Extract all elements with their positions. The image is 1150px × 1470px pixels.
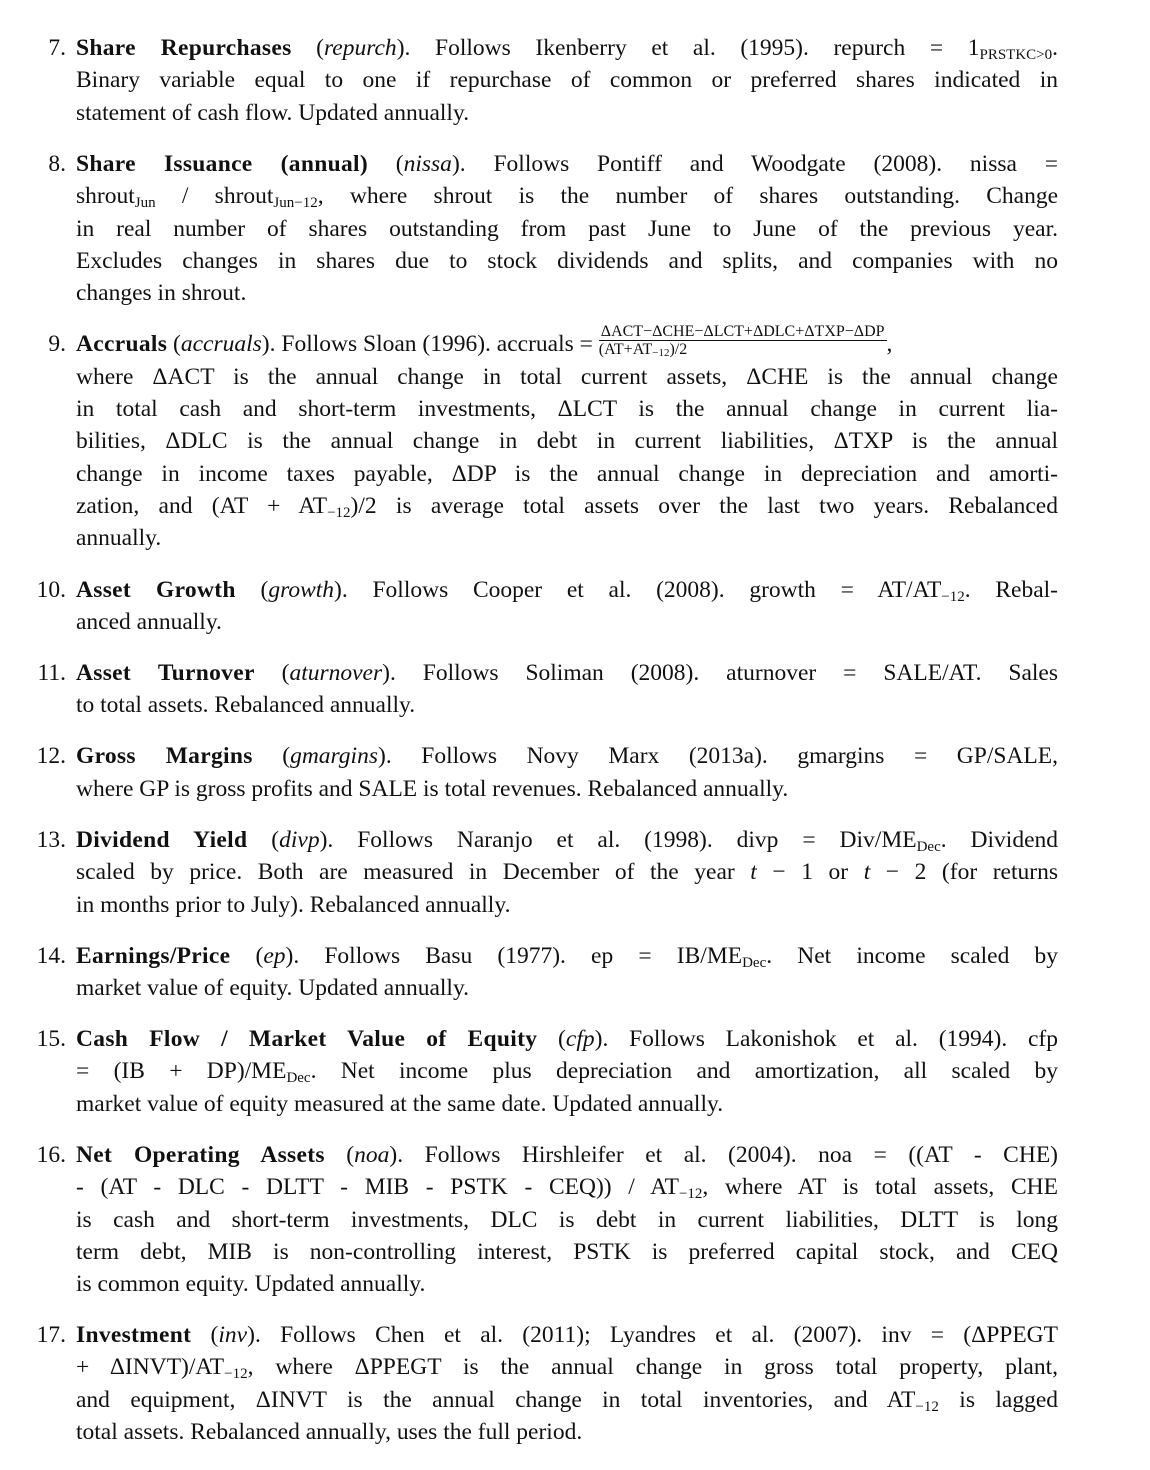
item-abbr: nissa <box>403 151 452 177</box>
item-title: Cash Flow / Market Value of Equity <box>76 1026 538 1052</box>
item-abbr: noa <box>354 1142 390 1168</box>
item-line: Binary variable equal to one if repurchase of common or preferred shares indicated in <box>76 67 1058 93</box>
item-number: 16. <box>36 1142 66 1168</box>
item-line: in real number of shares outstanding from past June to June of the previous year. <box>76 216 1058 242</box>
item-line: + $\Delta INVT)/AT_{-12}$, where ΔPPEGT is the annual change in gross total property, plant, <box>76 1354 1058 1382</box>
item-line: Share Issuance (annual) (nissa). Follows Pontiff and Woodgate (2008). nissa = <box>76 151 1058 177</box>
item-line: in months prior to July). Rebalanced annually. <box>76 892 511 918</box>
item-line: Earnings/Price (ep). Follows Basu (1977). ep = $IB/ME_{Dec}$. Net income scaled by <box>76 943 1059 971</box>
item-line: Excludes changes in shares due to stock dividends and splits, and companies with no <box>76 248 1058 274</box>
item-line: Asset Growth (growth). Follows Cooper et al. (2008). growth = $AT/AT_{-12}$. Rebal- <box>76 577 1059 605</box>
item-line: Dividend Yield (divp). Follows Naranjo et al. (1998). divp = Div/$ME_{Dec}$. Dividend <box>76 827 1059 855</box>
item-title: Share Issuance (annual) <box>76 151 368 177</box>
item-number: 17. <box>36 1322 66 1348</box>
item-line: Gross Margins (gmargins). Follows Novy Marx (2013a). gmargins = GP/SALE, <box>76 743 1058 769</box>
item-line: = $(IB + DP)/ME_{Dec}$. Net income plus depreciation and amortization, all scaled by <box>76 1058 1058 1086</box>
item-line: term debt, MIB is non-controlling interest, PSTK is preferred capital stock, and CEQ <box>76 1239 1058 1265</box>
item-line: Cash Flow / Market Value of Equity (cfp). Follows Lakonishok et al. (1994). cfp <box>76 1026 1059 1052</box>
item-number: 9. <box>48 331 66 357</box>
item-line: in total cash and short-term investments, ΔLCT is the annual change in current lia- <box>76 396 1058 422</box>
item-line: shrout$_{Jun}$ / shrout$_{Jun-12}$, where shrout is the number of shares outstanding. Change <box>76 183 1059 211</box>
item-line: market value of equity. Updated annually. <box>76 975 470 1001</box>
item-title: Asset Growth <box>76 577 236 603</box>
item-line: market value of equity measured at the same date. Updated annually. <box>76 1091 724 1117</box>
item-line: Share Repurchases (repurch). Follows Ikenberry et al. (1995). repurch = $1_{PRSTKC>0}$. <box>76 35 1059 63</box>
item-abbr: ep <box>263 943 286 969</box>
item-line: Investment (inv). Follows Chen et al. (2011); Lyandres et al. (2007). inv = (ΔPPEGT <box>76 1322 1059 1348</box>
item-line: is common equity. Updated annually. <box>76 1271 426 1297</box>
item-line: scaled by price. Both are measured in December of the year t − 1 or t − 2 (for returns <box>76 859 1058 885</box>
item-abbr: growth <box>268 577 335 603</box>
item-line: and equipment, ΔINVT is the annual change in total inventories, and $AT_{-12}$ is lagged <box>76 1387 1058 1415</box>
item-number: 10. <box>36 577 66 603</box>
item-title: Gross Margins <box>76 743 253 769</box>
item-line: change in income taxes payable, ΔDP is the annual change in depreciation and amorti- <box>76 461 1058 487</box>
item-number: 12. <box>36 743 66 769</box>
item-title: Net Operating Assets <box>76 1142 325 1168</box>
item-number: 14. <box>36 943 66 969</box>
item-title: Dividend Yield <box>76 827 248 853</box>
item-line: annually. <box>76 525 162 551</box>
item-title: Asset Turnover <box>76 660 255 686</box>
item-title: Investment <box>76 1322 192 1348</box>
item-number: 13. <box>36 827 66 853</box>
item-number: 8. <box>48 151 66 177</box>
item-line: statement of cash flow. Updated annually. <box>76 100 470 126</box>
item-abbr: gmargins <box>290 743 378 769</box>
item-line: bilities, ΔDLC is the annual change in debt in current liabilities, ΔTXP is the annual <box>76 428 1058 454</box>
item-abbr: repurch <box>324 35 397 61</box>
item-line: to total assets. Rebalanced annually. <box>76 692 416 718</box>
item-line: Asset Turnover (aturnover). Follows Soliman (2008). aturnover = SALE/AT. Sales <box>76 660 1059 686</box>
item-abbr: cfp <box>565 1026 595 1052</box>
item-line: Net Operating Assets (noa). Follows Hirshleifer et al. (2004). noa = ((AT - CHE) <box>76 1142 1058 1168</box>
item-line: where GP is gross profits and SALE is total revenues. Rebalanced annually. <box>76 776 789 802</box>
item-number: 11. <box>37 660 66 686</box>
item-line: total assets. Rebalanced annually, uses the full period. <box>76 1419 583 1445</box>
item-number: 7. <box>48 35 66 61</box>
item-line: - (AT - DLC - DLTT - MIB - PSTK - $CEQ)) / AT_{-12}$, where AT is total assets, CHE <box>76 1174 1058 1202</box>
item-title: Share Repurchases <box>76 35 292 61</box>
item-line: Accruals (accruals). Follows Sloan (1996). accruals = $\frac{\text{ΔACT−ΔCHE−ΔLCT+ΔDLC+ΔTXP−ΔDP}}{(AT+AT_{-12})/2}$ , <box>76 323 893 360</box>
item-line: anced annually. <box>76 609 222 635</box>
item-abbr: divp <box>279 827 320 853</box>
item-line: zation, and $(AT + AT_{-12})/2$ is average total assets over the last two years. Rebalanced <box>76 493 1058 521</box>
item-title: Accruals <box>76 331 168 357</box>
item-abbr: aturnover <box>289 660 383 686</box>
item-line: is cash and short-term investments, DLC is debt in current liabilities, DLTT is long <box>76 1207 1058 1233</box>
item-abbr: inv <box>218 1322 248 1348</box>
item-line: where ΔACT is the annual change in total current assets, ΔCHE is the annual change <box>76 364 1058 390</box>
accruals-fraction: $\frac{\text{ΔACT−ΔCHE−ΔLCT+ΔDLC+ΔTXP−ΔDP}}{(AT+AT_{-12})/2}$ <box>598 323 885 360</box>
item-line: changes in shrout. <box>76 280 247 306</box>
item-abbr: accruals <box>180 331 262 357</box>
item-number: 15. <box>36 1026 66 1052</box>
item-title: Earnings/Price <box>76 943 231 969</box>
